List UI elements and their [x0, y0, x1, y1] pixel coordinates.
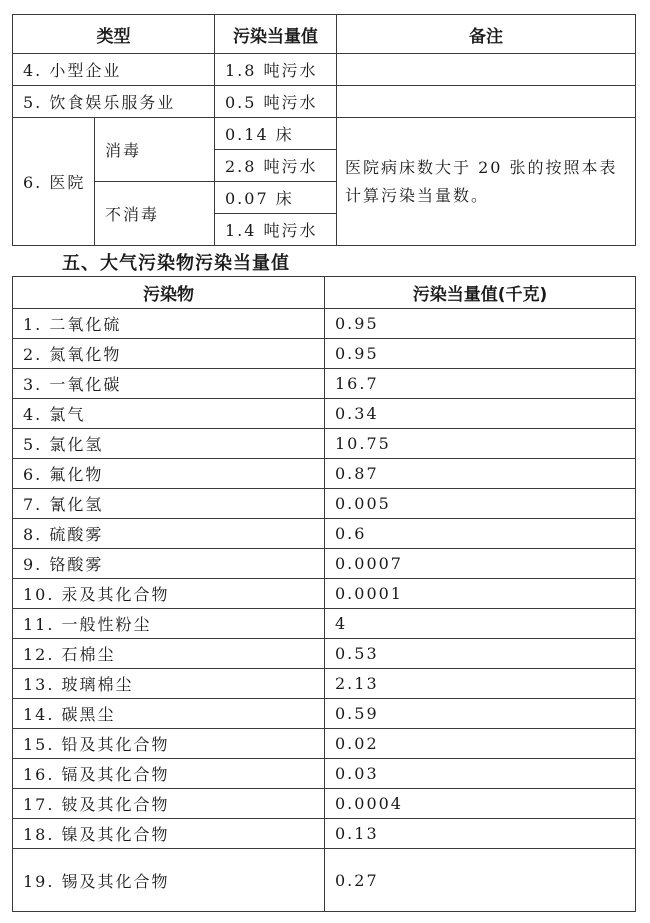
table-row [13, 459, 636, 489]
table-row [13, 579, 636, 609]
wastewater-equivalent-table [12, 14, 636, 246]
pollutant-name: 2. 氮氧化物 [13, 339, 325, 369]
row-value: 0.07 床 [215, 182, 337, 214]
pollutant-value: 0.02 [325, 729, 636, 759]
row-label: 5. 饮食娱乐服务业 [13, 86, 215, 118]
hospital-note: 医院病床数大于 20 张的按照本表计算污染当量数。 [337, 118, 636, 246]
pollutant-name: 17. 铍及其化合物 [13, 789, 325, 819]
pollutant-name: 18. 镍及其化合物 [13, 819, 325, 849]
pollutant-value: 16.7 [325, 369, 636, 399]
table-row [13, 489, 636, 519]
hospital-label: 6. 医院 [13, 118, 95, 246]
table-row [13, 699, 636, 729]
pollutant-value: 0.0004 [325, 789, 636, 819]
table-row [13, 789, 636, 819]
pollutant-name: 1. 二氧化硫 [13, 309, 325, 339]
pollutant-name: 19. 锡及其化合物 [13, 849, 325, 912]
table-row [13, 609, 636, 639]
pollutant-value: 0.03 [325, 759, 636, 789]
pollutant-value: 0.0001 [325, 579, 636, 609]
header-type: 类型 [13, 15, 215, 54]
table-row [13, 639, 636, 669]
table-row [13, 399, 636, 429]
table-row [13, 86, 636, 118]
pollutant-value: 0.59 [325, 699, 636, 729]
pollutant-name: 5. 氯化氢 [13, 429, 325, 459]
table-row [13, 309, 636, 339]
table-row [13, 549, 636, 579]
table-row [13, 729, 636, 759]
pollutant-name: 9. 铬酸雾 [13, 549, 325, 579]
pollutant-value: 10.75 [325, 429, 636, 459]
disinfect-label: 消毒 [95, 118, 215, 182]
header-equivalent-kg: 污染当量值(千克) [325, 277, 636, 309]
pollutant-name: 4. 氯气 [13, 399, 325, 429]
no-disinfect-label: 不消毒 [95, 182, 215, 246]
table-header-row [13, 15, 636, 54]
table-row [13, 849, 636, 912]
section-title: 五、大气污染物污染当量值 [62, 253, 290, 274]
pollutant-name: 14. 碳黑尘 [13, 699, 325, 729]
row-note [337, 86, 636, 118]
pollutant-name: 8. 硫酸雾 [13, 519, 325, 549]
row-value: 1.4 吨污水 [215, 214, 337, 246]
table-row [13, 118, 636, 150]
table-row [13, 54, 636, 86]
row-value: 0.14 床 [215, 118, 337, 150]
pollutant-value: 0.6 [325, 519, 636, 549]
header-equivalent: 污染当量值 [215, 15, 337, 54]
pollutant-name: 15. 铅及其化合物 [13, 729, 325, 759]
pollutant-value: 0.27 [325, 849, 636, 912]
pollutant-value: 0.53 [325, 639, 636, 669]
pollutant-value: 0.005 [325, 489, 636, 519]
row-note [337, 54, 636, 86]
pollutant-value: 0.95 [325, 339, 636, 369]
row-value: 0.5 吨污水 [215, 86, 337, 118]
pollutant-value: 4 [325, 609, 636, 639]
pollutant-name: 13. 玻璃棉尘 [13, 669, 325, 699]
pollutant-value: 2.13 [325, 669, 636, 699]
pollutant-name: 7. 氰化氢 [13, 489, 325, 519]
table-row [13, 519, 636, 549]
table-row [13, 369, 636, 399]
header-note: 备注 [337, 15, 636, 54]
table-header-row [13, 277, 636, 309]
pollutant-value: 0.34 [325, 399, 636, 429]
pollutant-value: 0.87 [325, 459, 636, 489]
air-pollutant-equivalent-table [12, 276, 636, 912]
table-row [13, 669, 636, 699]
row-value: 1.8 吨污水 [215, 54, 337, 86]
pollutant-value: 0.13 [325, 819, 636, 849]
pollutant-name: 10. 汞及其化合物 [13, 579, 325, 609]
table-row [13, 759, 636, 789]
table-row [13, 429, 636, 459]
table-row [13, 819, 636, 849]
pollutant-value: 0.0007 [325, 549, 636, 579]
pollutant-name: 6. 氟化物 [13, 459, 325, 489]
table-row [13, 339, 636, 369]
pollutant-name: 11. 一般性粉尘 [13, 609, 325, 639]
pollutant-name: 12. 石棉尘 [13, 639, 325, 669]
pollutant-value: 0.95 [325, 309, 636, 339]
row-label: 4. 小型企业 [13, 54, 215, 86]
pollutant-name: 3. 一氧化碳 [13, 369, 325, 399]
pollutant-name: 16. 镉及其化合物 [13, 759, 325, 789]
header-pollutant: 污染物 [13, 277, 325, 309]
row-value: 2.8 吨污水 [215, 150, 337, 182]
